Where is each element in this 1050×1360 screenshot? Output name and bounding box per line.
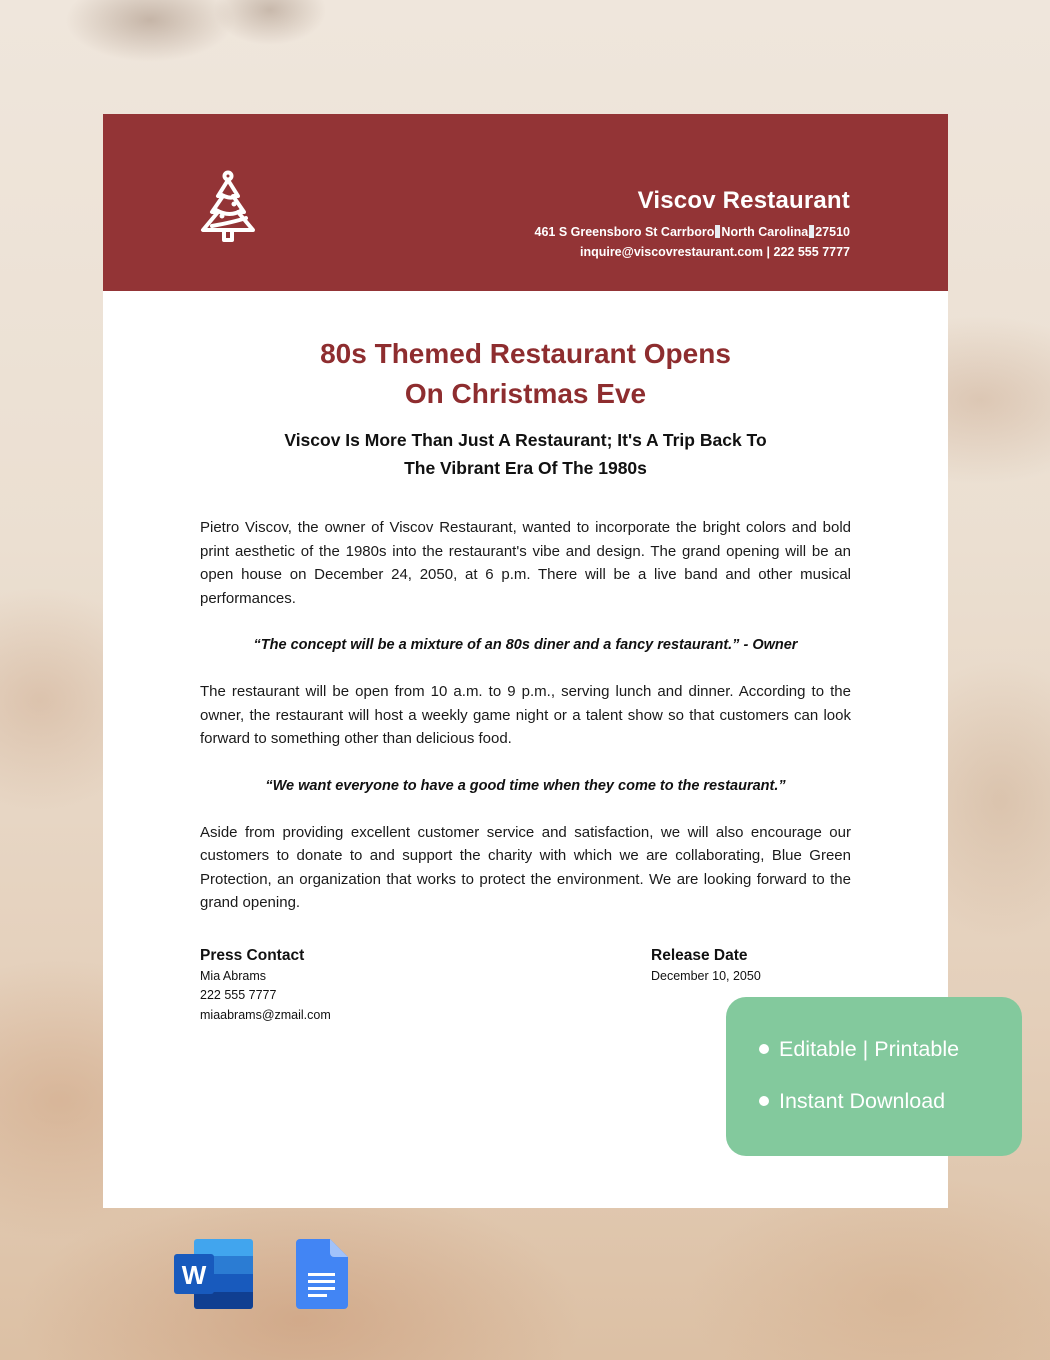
article-subtitle	[200, 426, 851, 482]
address	[535, 222, 851, 242]
release-date-value: December 10, 2050	[651, 968, 761, 983]
article-body	[200, 334, 851, 1035]
header-email: inquire@viscovrestaurant.com	[579, 245, 764, 259]
paragraph: Aside from providing excellent customer service and satisfaction, we will also encourage our customers to donate to and support the charity with which we are collaborating, Blue Green Protection, an organization that works to protect the environment. We are looking forward to the grand opening.	[200, 823, 851, 911]
restaurant-name: Viscov Restaurant	[637, 187, 850, 214]
feature-item	[759, 1036, 959, 1062]
google-docs-icon[interactable]	[296, 1239, 348, 1309]
address-zip: 27510	[815, 225, 850, 239]
subtitle-line-2: The Vibrant Era Of The 1980s	[404, 458, 647, 478]
paragraph: The restaurant will be open from 10 a.m. to 9 p.m., serving lunch and dinner. According to the owner, the restaurant will host a weekly game night or a talent show so that customers can look forward to something other than delicious food.	[200, 683, 851, 747]
press-contact-name: Mia Abrams	[200, 968, 266, 983]
address-street-city: 461 S Greensboro St Carrboro	[534, 225, 715, 239]
press-contact	[200, 945, 331, 1026]
contact-separator: |	[766, 245, 771, 259]
feature-label: Editable | Printable	[779, 1037, 960, 1061]
feature-label: Instant Download	[779, 1089, 946, 1113]
feature-item	[759, 1088, 945, 1114]
brand-block	[535, 187, 851, 262]
press-contact-email: miaabrams@zmail.com	[200, 1007, 331, 1022]
features-badge	[726, 997, 1022, 1156]
quote: “We want everyone to have a good time when they come to the restaurant.”	[265, 777, 786, 794]
paragraph: Pietro Viscov, the owner of Viscov Restaurant, wanted to incorporate the bright colors and bold print aesthetic of the 1980s into the restaurant's vibe and design. The grand opening will be an open house on December 24, 2050, at 6 p.m. There will be a live band and other musical performances.	[200, 519, 851, 607]
title-line-1: 80s Themed Restaurant Opens	[320, 338, 731, 369]
address-separator	[715, 225, 720, 238]
christmas-tree-icon	[198, 170, 258, 246]
release-date-heading: Release Date	[651, 946, 748, 964]
microsoft-word-icon[interactable]	[174, 1239, 254, 1309]
title-line-2: On Christmas Eve	[404, 378, 647, 409]
address-separator	[809, 225, 814, 238]
article-title	[200, 334, 851, 414]
press-contact-phone: 222 555 7777	[200, 988, 277, 1002]
letterhead-header	[103, 114, 948, 291]
bullet-icon	[759, 1096, 769, 1106]
owner-quote: “The concept will be a mixture of an 80s diner and a fancy restaurant.” - Owner	[253, 637, 798, 653]
bullet-icon	[759, 1044, 769, 1054]
svg-text:W: W	[181, 1260, 207, 1290]
address-state: North Carolina	[721, 225, 809, 239]
release-date	[651, 945, 761, 987]
contact-line	[535, 242, 851, 262]
press-contact-heading: Press Contact	[200, 946, 305, 964]
subtitle-line-1: Viscov Is More Than Just A Restaurant; It's A Trip Back To	[284, 430, 767, 450]
header-phone: 222 555 7777	[773, 245, 850, 259]
